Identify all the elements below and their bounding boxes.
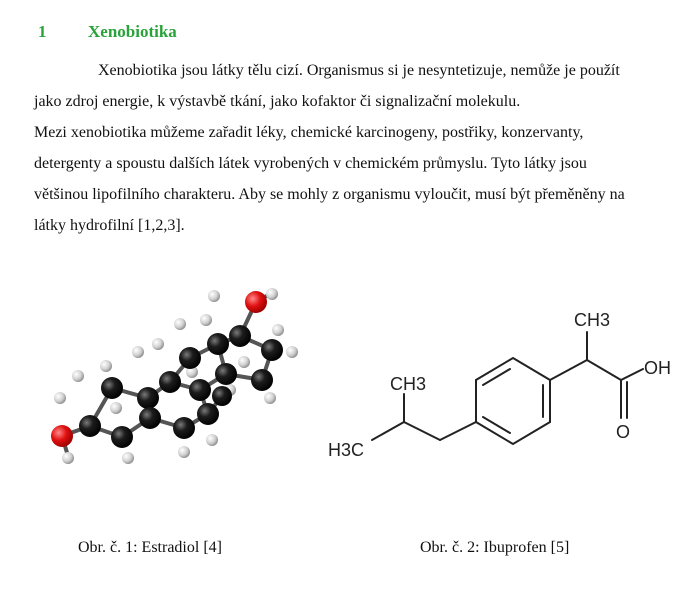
- ch3-left-label: CH3: [390, 374, 427, 394]
- paragraph-line: Xenobiotika jsou látky tělu cizí. Organismus si je nesyntetizuje, nemůže je použít: [98, 62, 620, 79]
- ibuprofen-structure: [318, 290, 697, 480]
- paragraph-line: většinou lipofilního charakteru. Aby se mohly z organismu vyloučit, musí být přeměněny na: [34, 186, 625, 203]
- section-title: Xenobiotika: [88, 22, 177, 41]
- section-number: 1: [38, 22, 47, 41]
- ch3-top-label: CH3: [574, 310, 611, 330]
- estradiol-3d-model: [0, 280, 330, 480]
- paragraph-line: Mezi xenobiotika můžeme zařadit léky, chemické karcinogeny, postřiky, konzervanty,: [34, 124, 584, 141]
- section-heading: [38, 22, 177, 42]
- paragraph-line: detergenty a spoustu dalších látek vyrobených v chemickém průmyslu. Tyto látky jsou: [34, 155, 587, 172]
- figure-caption-estradiol: Obr. č. 1: Estradiol [4]: [78, 539, 222, 556]
- carbonyl-o-label: O: [616, 422, 631, 442]
- figure-caption-ibuprofen: Obr. č. 2: Ibuprofen [5]: [420, 539, 570, 556]
- paragraph-line: látky hydrofilní [1,2,3].: [34, 217, 185, 234]
- paragraph-line: jako zdroj energie, k výstavbě tkání, jako kofaktor či signalizační molekulu.: [34, 93, 521, 110]
- body-paragraph: [34, 55, 694, 241]
- h3c-label: H3C: [328, 440, 365, 460]
- oh-label: OH: [644, 358, 671, 378]
